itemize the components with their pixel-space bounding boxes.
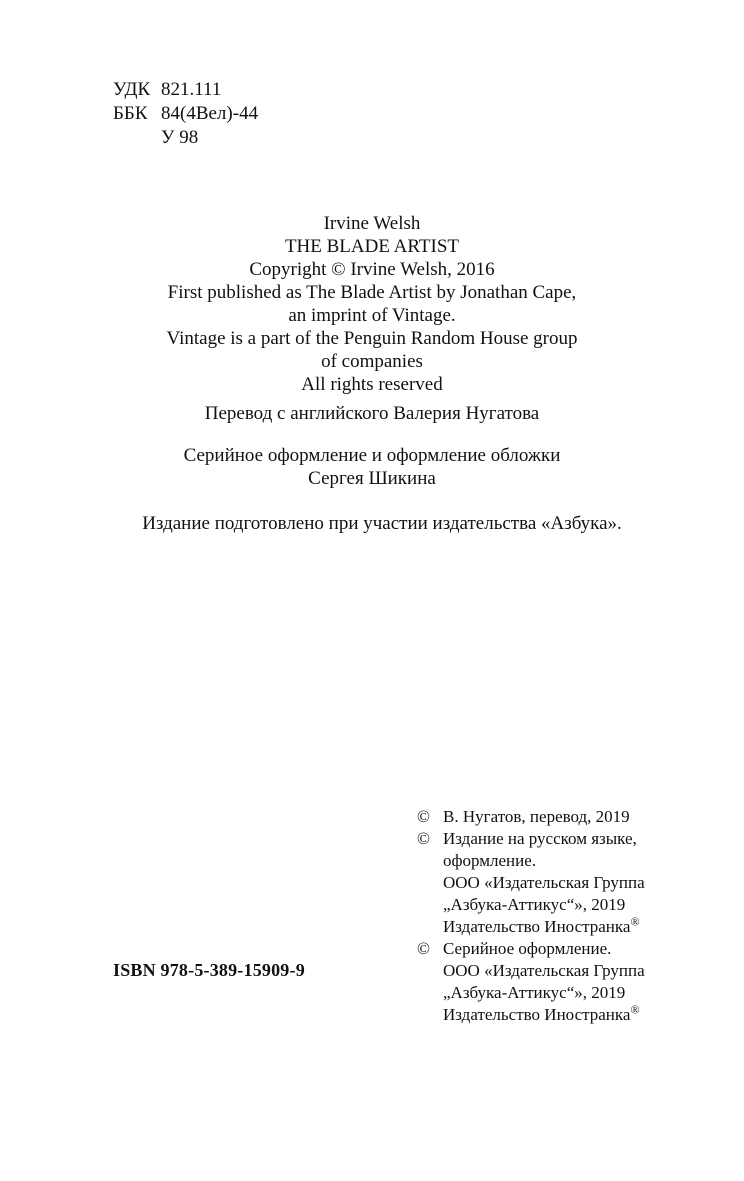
bbk-label: ББК: [113, 103, 148, 124]
copyright-line: В. Нугатов, перевод, 2019: [443, 807, 630, 826]
publisher-group-line-2: of companies: [321, 351, 423, 372]
imprint-name: Издательство Иностранка: [443, 917, 631, 936]
copyright-line: Серийное оформление.: [443, 939, 612, 958]
classification-block: [113, 78, 258, 150]
bbk-value: 84(4Вел)-44: [161, 103, 259, 124]
copyright-line: „Азбука-Аттикус“», 2019: [443, 983, 626, 1002]
udk-label: УДК: [113, 79, 151, 100]
copyright-line: ООО «Издательская Группа: [443, 873, 645, 892]
author-name: Irvine Welsh: [323, 213, 421, 234]
copyright-line: [443, 1004, 645, 1026]
copyright-symbol: ©: [417, 807, 430, 826]
original-title: THE BLADE ARTIST: [284, 236, 460, 257]
copyright-notices: [417, 806, 645, 1026]
registered-mark: ®: [630, 1002, 640, 1017]
rights-reserved: All rights reserved: [301, 374, 443, 395]
copyright-symbol: ©: [417, 939, 430, 958]
copyright-line: оформление.: [443, 851, 537, 870]
publisher-note: [10, 512, 744, 535]
imprint-line: an imprint of Vintage.: [288, 305, 456, 326]
copyright-line: Издание на русском языке,: [443, 829, 637, 848]
copyright-entry-edition: [417, 828, 645, 938]
copyright-line: „Азбука-Аттикус“», 2019: [443, 895, 626, 914]
copyright-symbol: ©: [417, 829, 430, 848]
author-mark: У 98: [161, 127, 199, 148]
bbk-row: [113, 102, 258, 126]
translator-line: Перевод с английского Валерия Нугатова: [204, 403, 540, 424]
publisher-group-line: Vintage is a part of the Penguin Random House group: [166, 328, 578, 349]
udk-row: [113, 78, 258, 102]
design-credit: [0, 444, 744, 490]
udk-value: 821.111: [161, 79, 222, 100]
first-published-line: First published as The Blade Artist by Jonathan Cape,: [167, 282, 577, 303]
copyright-line: [443, 916, 645, 938]
copyright-line: ООО «Издательская Группа: [443, 961, 645, 980]
imprint-name: Издательство Иностранка: [443, 1005, 631, 1024]
original-copyright: Copyright © Irvine Welsh, 2016: [249, 259, 495, 280]
translation-credit: [0, 402, 744, 425]
isbn: ISBN 978-5-389-15909-9: [113, 960, 305, 980]
design-credit-line-1: Серийное оформление и оформление обложки: [183, 445, 561, 466]
design-credit-line-2: Сергея Шикина: [308, 468, 436, 489]
original-edition-block: [0, 212, 744, 396]
copyright-entry-translation: [417, 806, 645, 828]
copyright-entry-series-design: [417, 938, 645, 1026]
publisher-note-line: Издание подготовлено при участии издательства «Азбука».: [142, 513, 622, 534]
registered-mark: ®: [630, 914, 640, 929]
